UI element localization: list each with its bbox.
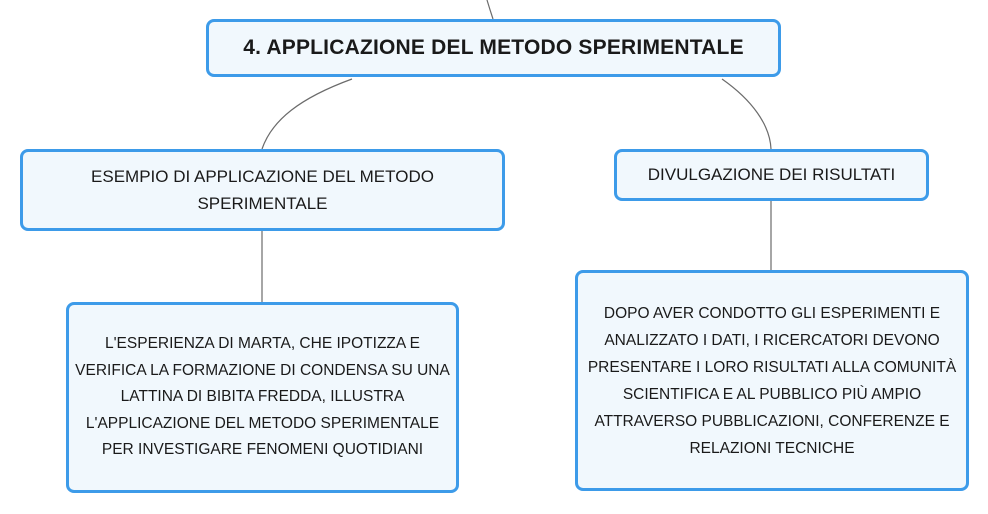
detail-text: L'ESPERIENZA DI MARTA, CHE IPOTIZZA E VERIFICA LA FORMAZIONE DI CONDENSA SU UNA LATTINA DI BIBITA FREDDA, ILLUSTRA L'APPLICAZIONE DEL METODO SPERIMENTALE PER INVESTIGARE FENOMENI QUOTIDIANI — [75, 335, 450, 459]
connector-root-to-child-2 — [722, 79, 771, 149]
connector-root-to-child-1 — [262, 79, 352, 149]
connector-parent-to-root — [487, 0, 493, 19]
detail-node-esempio[interactable] — [66, 302, 459, 493]
subtopic-node-divulgazione[interactable] — [614, 149, 929, 201]
detail-node-divulgazione[interactable] — [575, 270, 969, 491]
subtopic-label: ESEMPIO DI APPLICAZIONE DEL METODO SPERIMENTALE — [91, 167, 434, 213]
detail-text: DOPO AVER CONDOTTO GLI ESPERIMENTI E ANALIZZATO I DATI, I RICERCATORI DEVONO PRESENTARE I LORO RISULTATI ALLA COMUNITÀ SCIENTIFICA E AL PUBBLICO PIÙ AMPIO ATTRAVERSO PUBBLICAZIONI, CONFERENZE E RELAZIONI TECNICHE — [587, 304, 957, 457]
root-topic-node[interactable] — [206, 19, 781, 77]
subtopic-label: DIVULGAZIONE DEI RISULTATI — [647, 165, 896, 184]
root-topic-label: 4. APPLICAZIONE DEL METODO SPERIMENTALE — [243, 36, 744, 59]
subtopic-node-esempio[interactable] — [20, 149, 505, 231]
